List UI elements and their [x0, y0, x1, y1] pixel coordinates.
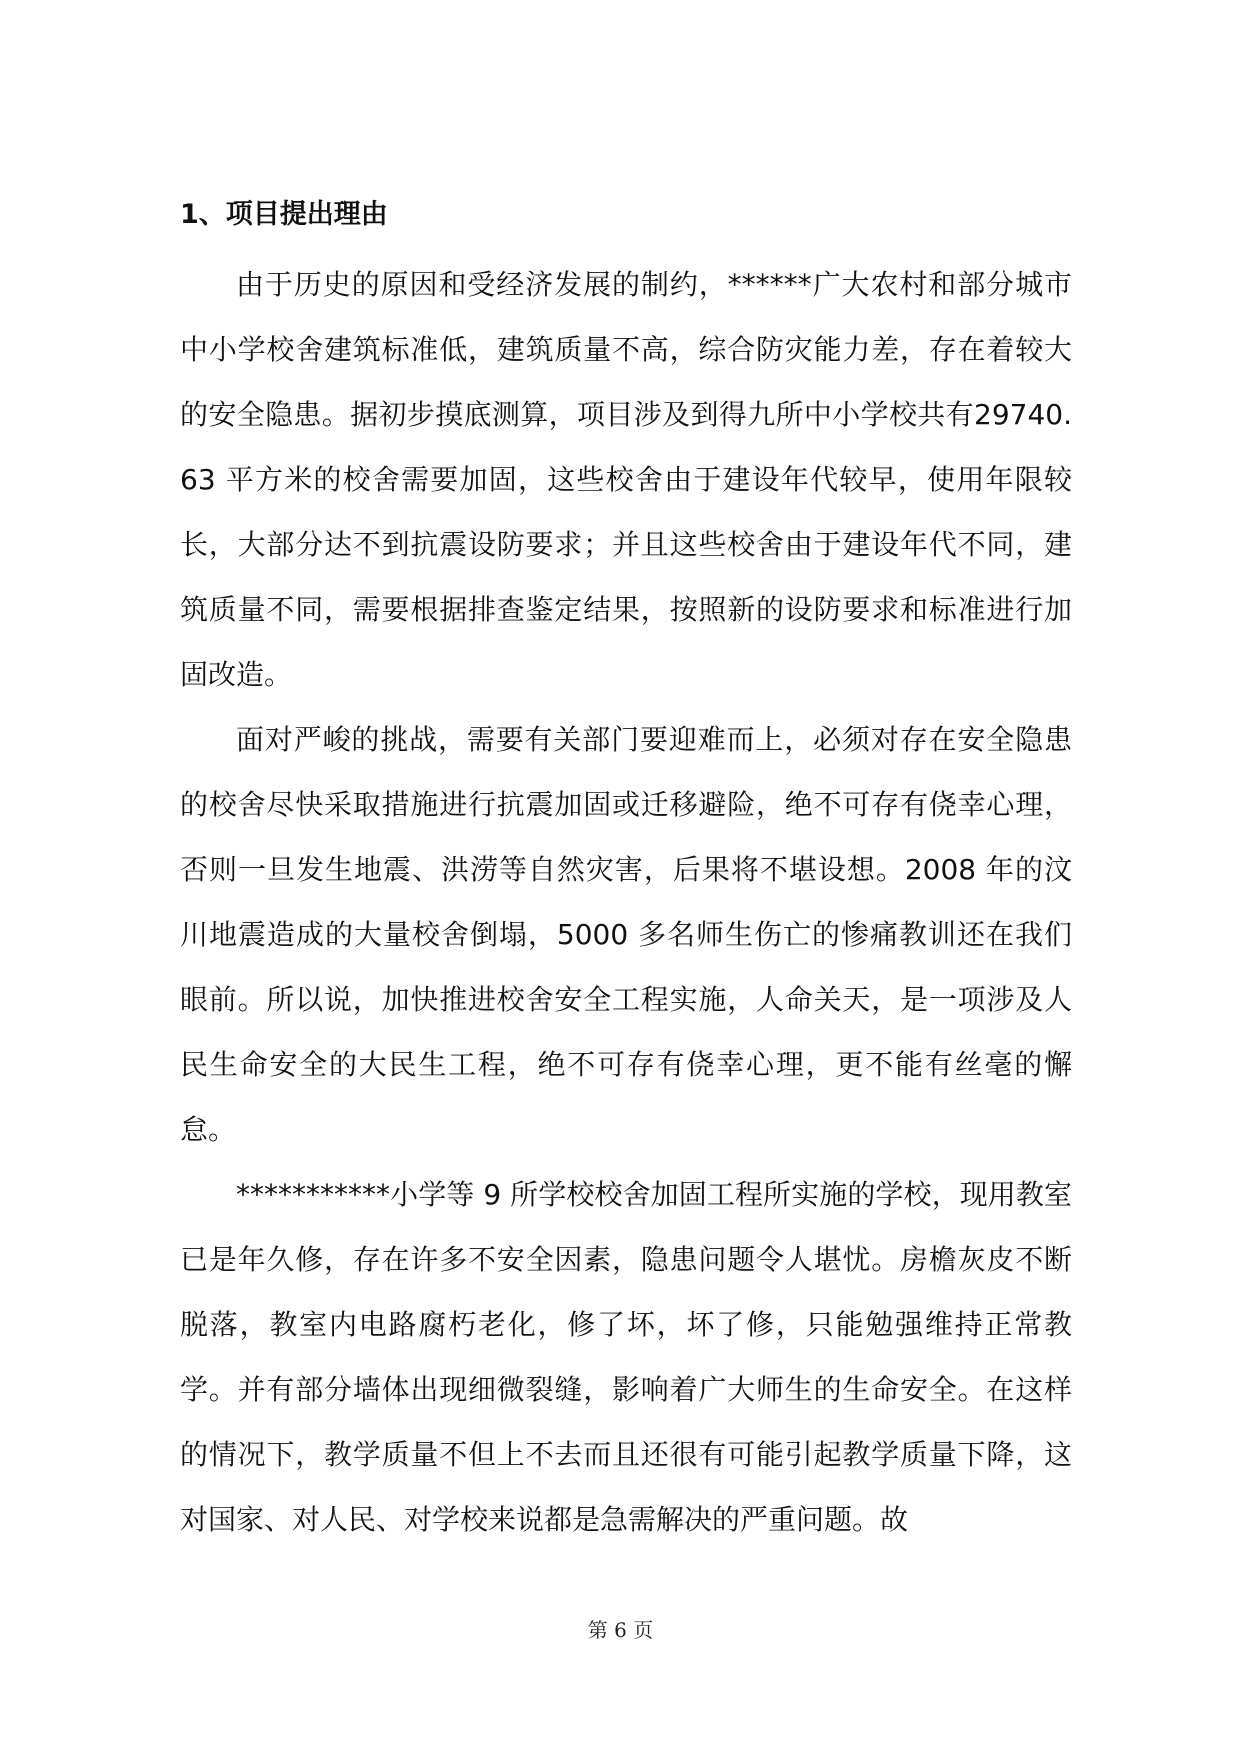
paragraph-reasons: 由于历史的原因和受经济发展的制约，******广大农村和部分城市中小学校舍建筑标准低，建筑质量不高，综合防灾能力差，存在着较大的安全隐患。据初步摸底测算，项目涉及到得九所中小学校共有29740.63 平方米的校舍需要加固，这些校舍由于建设年代较早，使用年限较长，大部分达不到抗震设防要求；并且这些校舍由于建设年代不同，建筑质量不同，需要根据排查鉴定结果，按照新的设防要求和标准进行加固改造。	[180, 268, 1072, 691]
paragraph-school-conditions: ***********小学等 9 所学校校舍加固工程所实施的学校，现用教室已是年久修，存在许多不安全因素，隐患问题令人堪忧。房檐灰皮不断脱落，教室内电路腐朽老化，修了坏，坏了修，只能勉强维持正常教学。并有部分墙体出现细微裂缝，影响着广大师生的生命安全。在这样的情况下，教学质量不但上不去而且还很有可能引起教学质量下降，这对国家、对人民、对学校来说都是急需解决的严重问题。故	[180, 1178, 1072, 1536]
page-number: 第 6 页	[587, 1618, 654, 1642]
section-heading: 1、项目提出理由	[180, 199, 388, 230]
document-body	[180, 190, 1072, 1552]
paragraph-challenges: 面对严峻的挑战，需要有关部门要迎难而上，必须对存在安全隐患的校舍尽快采取措施进行抗震加固或迁移避险，绝不可存有侥幸心理，否则一旦发生地震、洪涝等自然灾害，后果将不堪设想。2008 年的汶川地震造成的大量校舍倒塌，5000 多名师生伤亡的惨痛教训还在我们眼前。所以说，加快推进校舍安全工程实施，人命关天，是一项涉及人民生命安全的大民生工程，绝不可存有侥幸心理，更不能有丝毫的懈怠。	[180, 723, 1072, 1146]
